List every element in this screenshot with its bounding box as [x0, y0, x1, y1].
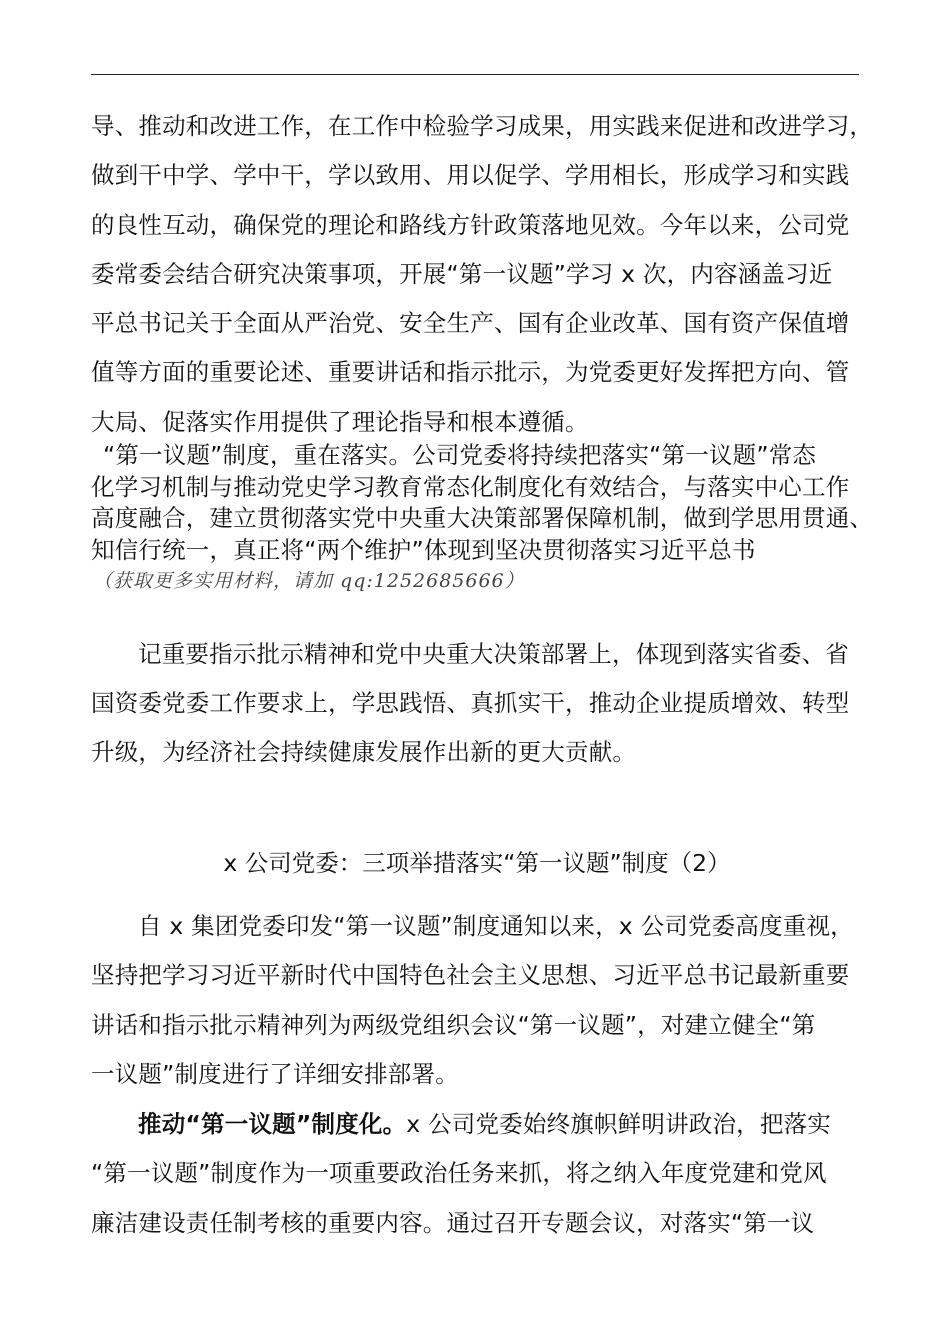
text-line: 导、推动和改进工作，在工作中检验学习成果，用实践来促进和改进学习，	[91, 112, 874, 140]
text-line: 升级，为经济社会持续健康发展作出新的更大贡献。	[91, 738, 637, 766]
text-line	[138, 1100, 863, 1149]
paragraph-2	[91, 440, 874, 566]
text-line: 做到干中学、学中干，学以致用、用以促学、学用相长，形成学习和实践	[91, 161, 850, 190]
text-line: 自 x 集团党委印发“第一议题”制度通知以来，x 公司党委高度重视，	[138, 912, 854, 940]
text-line: 记重要指示批示精神和党中央重大决策部署上，体现到落实省委、省	[138, 640, 849, 668]
text-line: 讲话和指示批示精神列为两级党组织会议“第一议题”，对建立健全“第	[91, 1010, 816, 1039]
text-line: 高度融合，建立贯彻落实党中央重大决策部署保障机制，做到学思用贯通、	[91, 504, 874, 532]
text-line: 化学习机制与推动党史学习教育常态化制度化有效结合，与落实中心工作	[91, 472, 850, 501]
text-line: 平总书记关于全面从严治党、安全生产、国有企业改革、国有资产保值增	[91, 309, 850, 338]
text-line: 知信行统一，真正将“两个维护”体现到坚决贯彻落实习近平总书	[91, 535, 756, 564]
bold-lead-phrase: 推动“第一议题”制度化。	[138, 1110, 407, 1138]
paragraph-1	[91, 102, 874, 447]
text-span: x 公司党委始终旗帜鲜明讲政治，把落实	[406, 1110, 831, 1138]
text-line: 廉洁建设责任制考核的重要内容。通过召开专题会议，对落实“第一议	[91, 1208, 815, 1237]
text-line: 值等方面的重要论述、重要讲话和指示批示，为党委更好发挥把方向、管	[91, 358, 850, 387]
text-line: 的良性互动，确保党的理论和路线方针政策落地见效。今年以来，公司党	[91, 210, 850, 239]
text-line: “第一议题”制度，重在落实。公司党委将持续把落实“第一议题”常态	[103, 441, 817, 469]
paragraph-5	[91, 1100, 863, 1248]
contact-note: （获取更多实用材料，请加 qq:1252685666）	[93, 570, 525, 592]
paragraph-3	[91, 630, 863, 777]
text-line: 大局、促落实作用提供了理论指导和根本遵循。	[91, 407, 589, 436]
paragraph-4	[91, 902, 863, 1099]
text-line: 委常委会结合研究决策事项，开展“第一议题”学习 x 次，内容涵盖习近	[91, 259, 833, 288]
section-heading: x 公司党委：三项举措落实“第一议题”制度（2）	[223, 849, 731, 877]
text-line: “第一议题”制度作为一项重要政治任务来抓，将之纳入年度党建和党风	[91, 1159, 827, 1188]
header-rule	[91, 74, 859, 75]
text-line: 一议题”制度进行了详细安排部署。	[91, 1059, 459, 1088]
text-line: 坚持把学习习近平新时代中国特色社会主义思想、习近平总书记最新重要	[91, 961, 850, 990]
text-line: 国资委党委工作要求上，学思践悟、真抓实干，推动企业提质增效、转型	[91, 689, 850, 717]
